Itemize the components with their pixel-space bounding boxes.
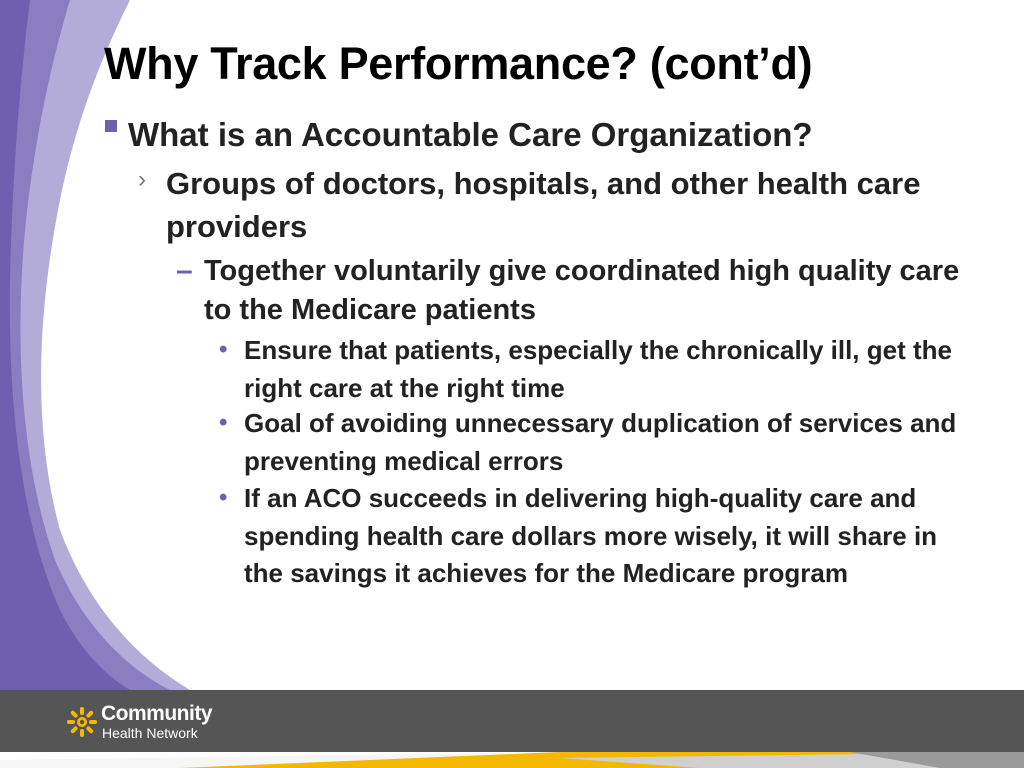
bullet-level2-groups: Groups of doctors, hospitals, and other health care providers xyxy=(166,166,921,244)
footer-accent-stripes xyxy=(0,752,1024,768)
community-health-network-logo-icon xyxy=(66,706,98,738)
dot-bullet-icon: • xyxy=(219,484,228,511)
logo-text-community: Community xyxy=(101,702,212,725)
dot-bullet-icon: • xyxy=(219,336,228,363)
slide-title: Why Track Performance? (cont’d) xyxy=(104,38,813,89)
bullet-level4-avoid-duplication: Goal of avoiding unnecessary duplication of services and preventing medical errors xyxy=(244,408,957,476)
bullet-level4-right-care: Ensure that patients, especially the chronically ill, get the right care at the right time xyxy=(244,335,952,403)
logo-text-health-network: Health Network xyxy=(102,725,198,741)
dash-bullet-icon: – xyxy=(176,254,193,287)
chevron-bullet-icon: › xyxy=(138,166,146,193)
bullet-level1-aco-question: What is an Accountable Care Organization? xyxy=(128,116,813,153)
bullet-level3-coordinated-care: Together voluntarily give coordinated high quality care to the Medicare patients xyxy=(204,255,960,326)
square-bullet-icon xyxy=(105,120,117,132)
bullet-level4-share-savings: If an ACO succeeds in delivering high-quality care and spending health care dollars more wisely, it will share in the savings it achieves for the Medicare program xyxy=(244,483,938,588)
dot-bullet-icon: • xyxy=(219,409,228,436)
